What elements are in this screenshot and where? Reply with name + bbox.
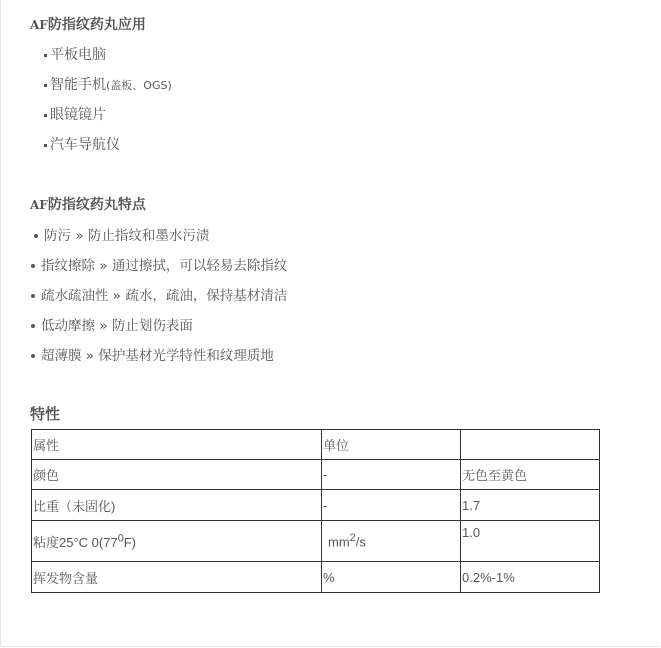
table-header-cell: 单位 (322, 430, 461, 460)
table-header-cell: 属性 (32, 430, 322, 460)
list-item: 超薄膜 » 保护基材光学特性和纹理质地 (31, 344, 274, 364)
list-item: 眼镜镜片 (44, 104, 106, 124)
table-cell: - (322, 460, 461, 490)
list-item: 指纹擦除 » 通过擦拭，可以轻易去除指纹 (31, 254, 287, 274)
properties-table (31, 429, 600, 593)
properties-title: 特性 (30, 405, 61, 423)
square-bullet-icon (44, 84, 47, 87)
square-bullet-icon (44, 54, 47, 57)
applications-heading: AF防指纹药丸应用 (30, 17, 146, 33)
table-row (32, 521, 600, 562)
table-header-row (32, 430, 600, 460)
bullet-dot-icon (31, 324, 35, 328)
bullet-dot-icon (31, 264, 35, 268)
features-heading: AF防指纹药丸特点 (30, 197, 146, 213)
table-cell: 0.2%-1% (461, 562, 600, 593)
list-item: 智能手机(盖板、OGS) (44, 74, 172, 94)
list-item: 平板电脑 (44, 44, 106, 64)
bullet-dot-icon (31, 294, 35, 298)
table-header-cell (461, 430, 600, 460)
bullet-dot-icon (34, 234, 38, 238)
bullet-dot-icon (31, 354, 35, 358)
square-bullet-icon (44, 144, 47, 147)
table-cell: 比重（未固化) (32, 490, 322, 521)
table-cell: 粘度25°C $0(77^0F)$ (32, 521, 322, 562)
table-row (32, 562, 600, 593)
table-cell: 挥发物含量 (32, 562, 322, 593)
table-cell: $mm^2/s$ (322, 521, 461, 562)
table-row (32, 460, 600, 490)
list-item: 低动摩擦 » 防止划伤表面 (31, 314, 193, 334)
list-item: 疏水疏油性 » 疏水，疏油，保持基材清洁 (31, 284, 287, 304)
square-bullet-icon (44, 114, 47, 117)
table-cell: 颜色 (32, 460, 322, 490)
table-cell: % (322, 562, 461, 593)
list-item: 汽车导航仪 (44, 134, 120, 154)
table-cell: 1.0 (461, 521, 600, 562)
list-item: 防污 » 防止指纹和墨水污渍 (34, 224, 209, 244)
table-cell: 1.7 (461, 490, 600, 521)
table-row (32, 490, 600, 521)
table-cell: 无色至黄色 (461, 460, 600, 490)
table-cell: - (322, 490, 461, 521)
